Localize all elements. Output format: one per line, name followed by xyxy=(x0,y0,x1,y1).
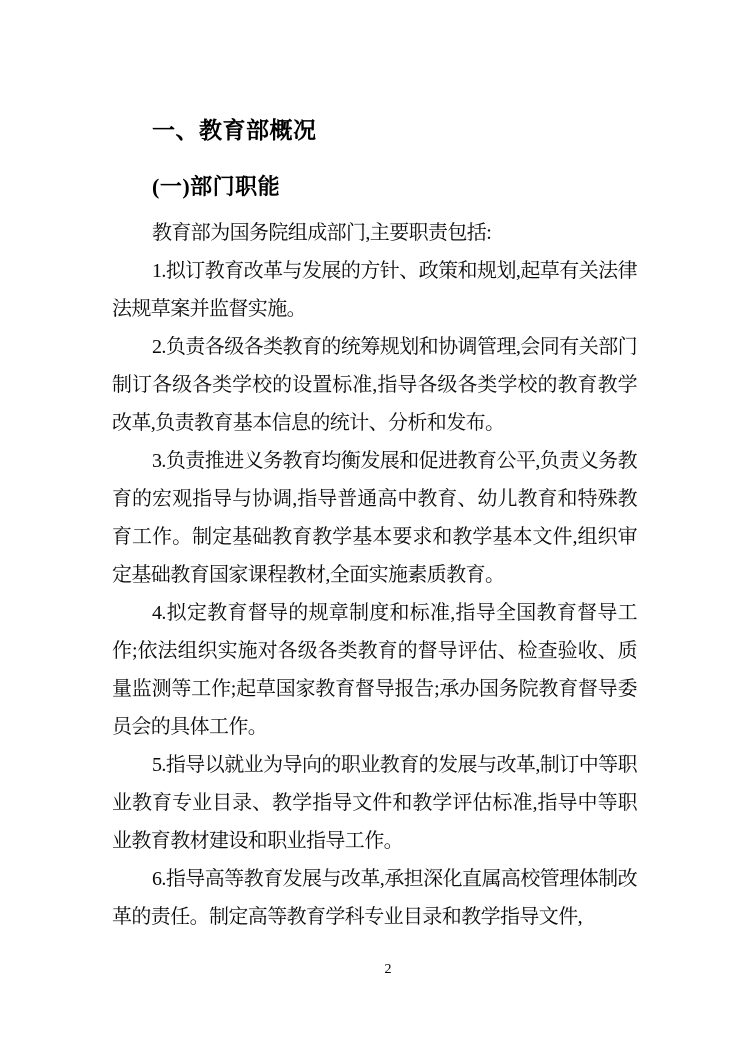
section-heading: 一、教育部概况 xyxy=(152,117,317,143)
subsection-heading: (一)部门职能 xyxy=(152,174,281,199)
paragraph-duty-1: 1.拟订教育改革与发展的方针、政策和规划,起草有关法律法规草案并监督实施。 xyxy=(112,260,637,320)
paragraph-duty-5: 5.指导以就业为导向的职业教育的发展与改革,制订中等职业教育专业目录、教学指导文件和教学评估标准,指导中等职业教育教材建设和职业指导工作。 xyxy=(112,754,637,852)
page-footer xyxy=(0,961,750,979)
paragraph-intro: 教育部为国务院组成部门,主要职责包括: xyxy=(152,222,492,244)
paragraph-duty-2: 2.负责各级各类教育的统筹规划和协调管理,会同有关部门制订各级各类学校的设置标准,指导各级各类学校的教育教学改革,负责教育基本信息的统计、分析和发布。 xyxy=(112,336,637,434)
document-content xyxy=(112,0,637,936)
page-number: 2 xyxy=(384,962,392,977)
paragraph-duty-6: 6.指导高等教育发展与改革,承担深化直属高校管理体制改革的责任。制定高等教育学科专业目录和教学指导文件, xyxy=(112,868,637,928)
paragraph-duty-4: 4.拟定教育督导的规章制度和标准,指导全国教育督导工作;依法组织实施对各级各类教育的督导评估、检查验收、质量监测等工作;起草国家教育督导报告;承办国务院教育督导委员会的具体工作。 xyxy=(112,602,637,738)
paragraph-duty-3: 3.负责推进义务教育均衡发展和促进教育公平,负责义务教育的宏观指导与协调,指导普通高中教育、幼儿教育和特殊教育工作。制定基础教育教学基本要求和教学基本文件,组织审定基础教育国家课程教材,全面实施素质教育。 xyxy=(112,450,637,586)
